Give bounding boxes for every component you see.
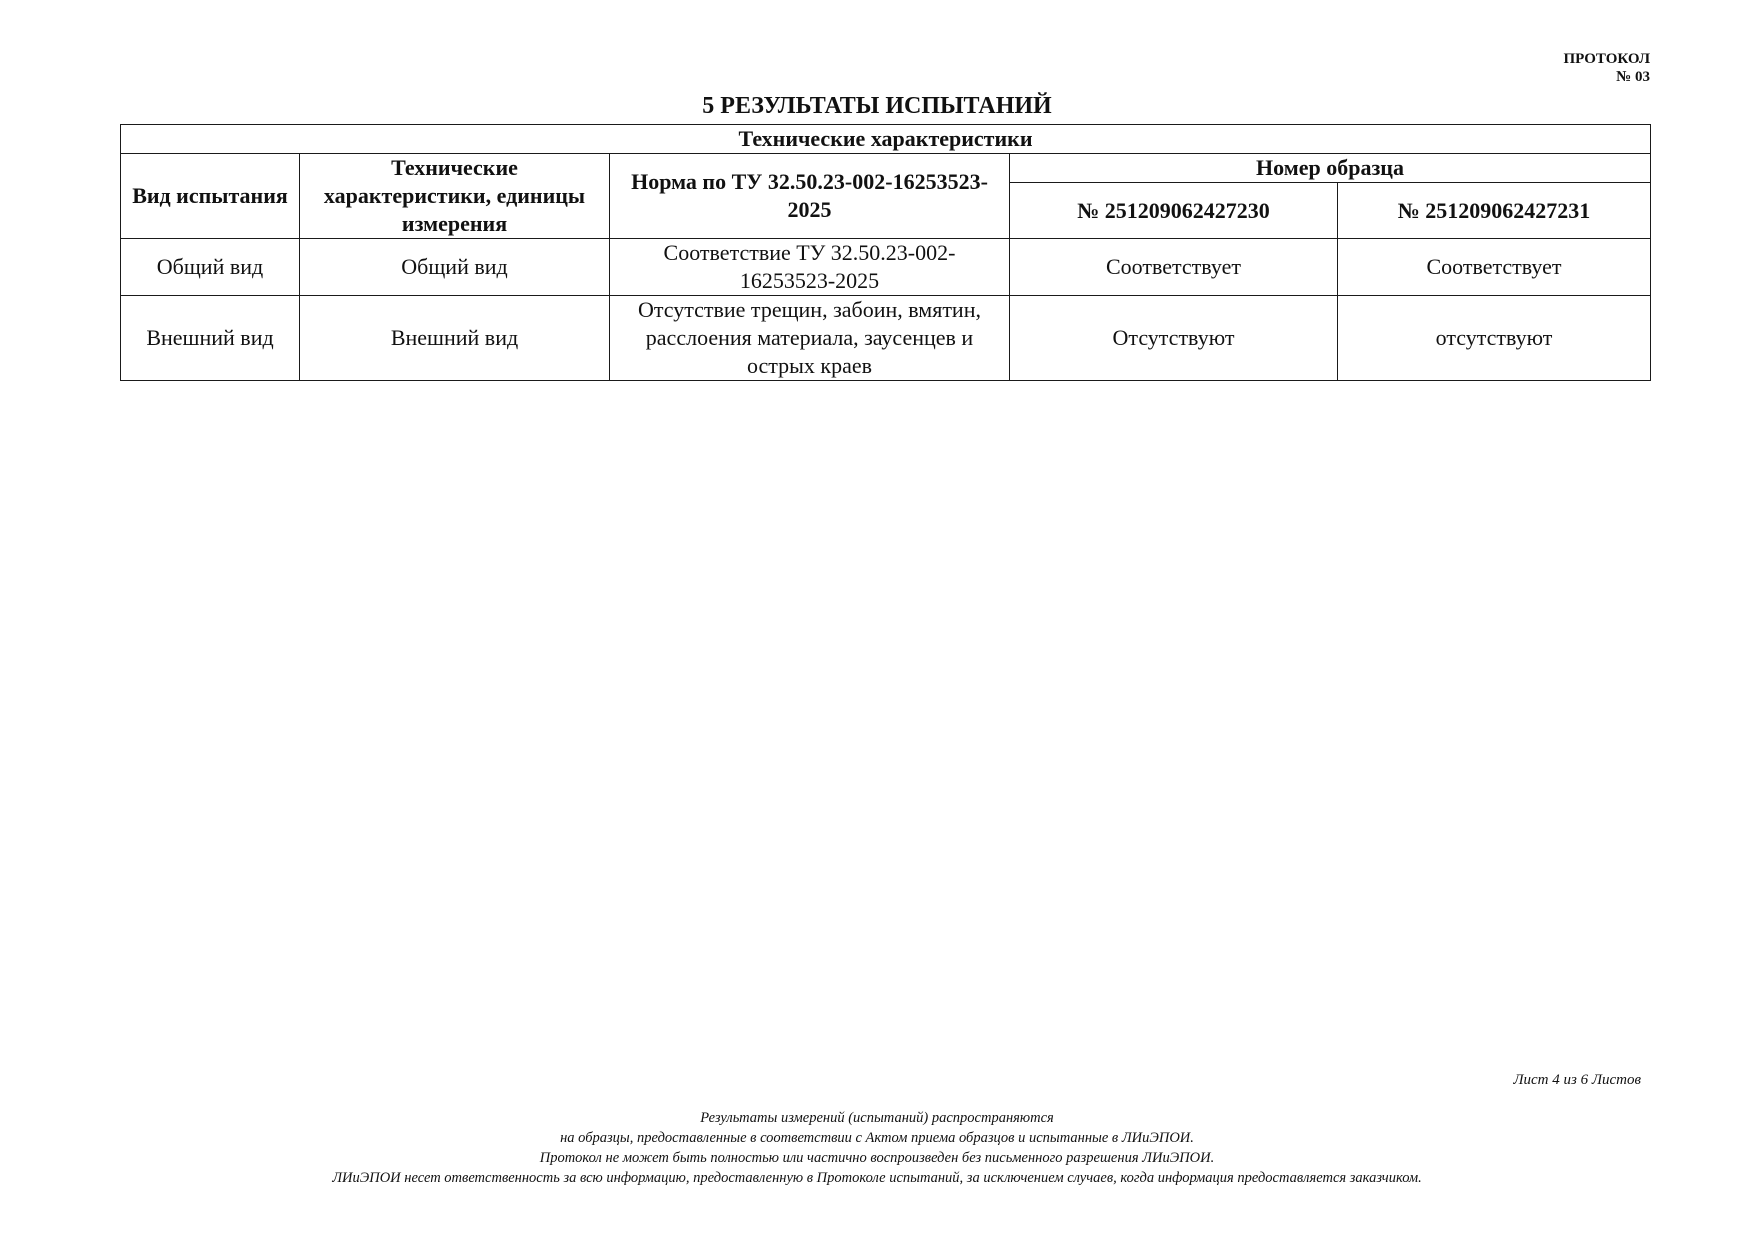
cell-norm: Соответствие ТУ 32.50.23-002-16253523-2025: [610, 239, 1010, 296]
footer-line: Результаты измерений (испытаний) распространяются: [700, 1110, 1054, 1126]
table-row: [121, 296, 1651, 381]
table-header-row: [121, 154, 1651, 183]
table-caption-row: [121, 125, 1651, 154]
cell-sample-2: отсутствуют: [1338, 296, 1651, 381]
protocol-number: № 03: [1616, 69, 1650, 85]
cell-test-type: Общий вид: [121, 239, 300, 296]
header-sample-1: № 251209062427230: [1010, 183, 1338, 239]
cell-sample-2: Соответствует: [1338, 239, 1651, 296]
footer-line: ЛИиЭПОИ несет ответственность за всю информацию, предоставленную в Протоколе испытаний, за исключением случаев, когда информация предоставляется заказчиком.: [332, 1170, 1422, 1186]
cell-characteristic: Общий вид: [300, 239, 610, 296]
section-title: 5 РЕЗУЛЬТАТЫ ИСПЫТАНИЙ: [702, 93, 1052, 119]
cell-test-type: Внешний вид: [121, 296, 300, 381]
cell-sample-1: Соответствует: [1010, 239, 1338, 296]
table-caption: Технические характеристики: [121, 125, 1651, 154]
header-norm: Норма по ТУ 32.50.23-002-16253523-2025: [610, 154, 1010, 239]
footer-line: Протокол не может быть полностью или частично воспроизведен без письменного разрешения ЛИиЭПОИ.: [539, 1150, 1215, 1166]
header-sample-number: Номер образца: [1010, 154, 1651, 183]
header-test-type: Вид испытания: [121, 154, 300, 239]
header-characteristics: Технические характеристики, единицы измерения: [300, 154, 610, 239]
footer-line: на образцы, предоставленные в соответствии с Актом приема образцов и испытанные в ЛИиЭПОИ.: [560, 1130, 1194, 1146]
cell-norm: Отсутствие трещин, забоин, вмятин, расслоения материала, заусенцев и острых краев: [610, 296, 1010, 381]
cell-characteristic: Внешний вид: [300, 296, 610, 381]
footer-disclaimer: [0, 1108, 1754, 1188]
protocol-label: ПРОТОКОЛ: [1563, 51, 1650, 67]
table-row: [121, 239, 1651, 296]
protocol-header: [1564, 50, 1650, 86]
header-sample-2: № 251209062427231: [1338, 183, 1651, 239]
results-table: [120, 124, 1651, 381]
sheet-number: Лист 4 из 6 Листов: [1513, 1072, 1641, 1088]
cell-sample-1: Отсутствуют: [1010, 296, 1338, 381]
